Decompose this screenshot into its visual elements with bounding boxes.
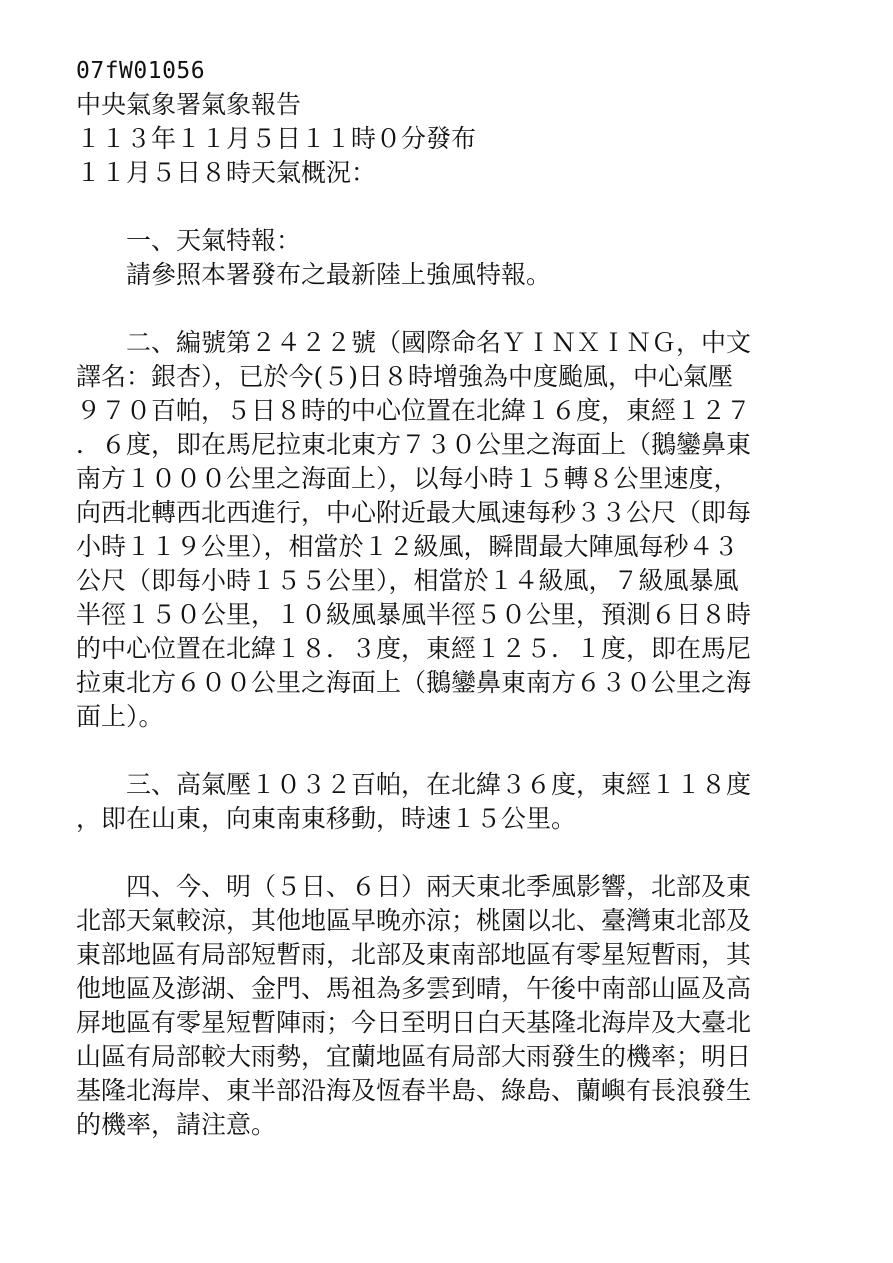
section-line: ．６度，即在馬尼拉東北東方７３０公里之海面上（鵝鑾鼻東 — [76, 430, 752, 459]
section-high-pressure — [76, 768, 806, 836]
section-line: ９７０百帕，５日８時的中心位置在北緯１６度，東經１２７ — [76, 396, 752, 425]
section-line: 的中心位置在北緯１８．３度，東經１２５．１度，即在馬尼 — [76, 634, 752, 663]
section-forecast — [76, 870, 806, 1142]
spacer — [76, 836, 806, 870]
section-line: 面上）。 — [76, 702, 164, 731]
section-line: 向西北轉西北西進行，中心附近最大風速每秒３３公尺（即每 — [76, 498, 752, 527]
issue-time: １１３年１１月５日１１時０分發布 — [76, 124, 477, 153]
section-line: 譯名：銀杏），已於今(５)日８時增強為中度颱風，中心氣壓 — [76, 362, 734, 391]
section-typhoon — [76, 326, 806, 734]
section-line: 東部地區有局部短暫雨，北部及東南部地區有零星短暫雨，其 — [76, 940, 752, 969]
spacer — [76, 190, 806, 224]
section-line: 小時１１９公里），相當於１２級風，瞬間最大陣風每秒４３ — [76, 532, 739, 561]
section-line: 半徑１５０公里，１０級風暴風半徑５０公里，預測６日８時 — [76, 600, 752, 629]
overview-heading: １１月５日８時天氣概況： — [76, 158, 377, 187]
document-id: 07fW01056 — [76, 58, 206, 84]
spacer — [76, 734, 806, 768]
section-line: 基隆北海岸、東半部沿海及恆春半島、綠島、蘭嶼有長浪發生 — [76, 1076, 752, 1105]
section-line: 屏地區有零星短暫陣雨；今日至明日白天基隆北海岸及大臺北 — [76, 1008, 752, 1037]
section-weather-advisory — [76, 224, 806, 292]
section-line: 公尺（即每小時１５５公里），相當於１４級風，７級風暴風 — [76, 566, 739, 595]
section-line: 南方１０００公里之海面上），以每小時１５轉８公里速度， — [76, 464, 739, 493]
spacer — [76, 292, 806, 326]
report-title: 中央氣象署氣象報告 — [76, 90, 302, 119]
weather-report-document — [76, 54, 806, 1142]
section-line: ，即在山東，向東南東移動，時速１５公里。 — [76, 804, 577, 833]
section-line: 三、高氣壓１０３２百帕，在北緯３６度，東經１１８度 — [76, 770, 752, 799]
section-line: 一、天氣特報： — [76, 226, 302, 255]
section-line: 拉東北方６００公里之海面上（鵝鑾鼻東南方６３０公里之海 — [76, 668, 752, 697]
section-line: 他地區及澎湖、金門、馬祖為多雲到晴，午後中南部山區及高 — [76, 974, 752, 1003]
section-line: 請參照本署發布之最新陸上強風特報。 — [76, 260, 552, 289]
section-line: 四、今、明（５日、６日）兩天東北季風影響，北部及東 — [76, 872, 752, 901]
section-line: 的機率，請注意。 — [76, 1110, 277, 1139]
section-line: 山區有局部較大雨勢，宜蘭地區有局部大雨發生的機率；明日 — [76, 1042, 752, 1071]
section-line: 北部天氣較涼，其他地區早晚亦涼；桃園以北、臺灣東北部及 — [76, 906, 752, 935]
section-line: 二、編號第２４２２號（國際命名ＹＩＮＸＩＮＧ，中文 — [76, 328, 752, 357]
